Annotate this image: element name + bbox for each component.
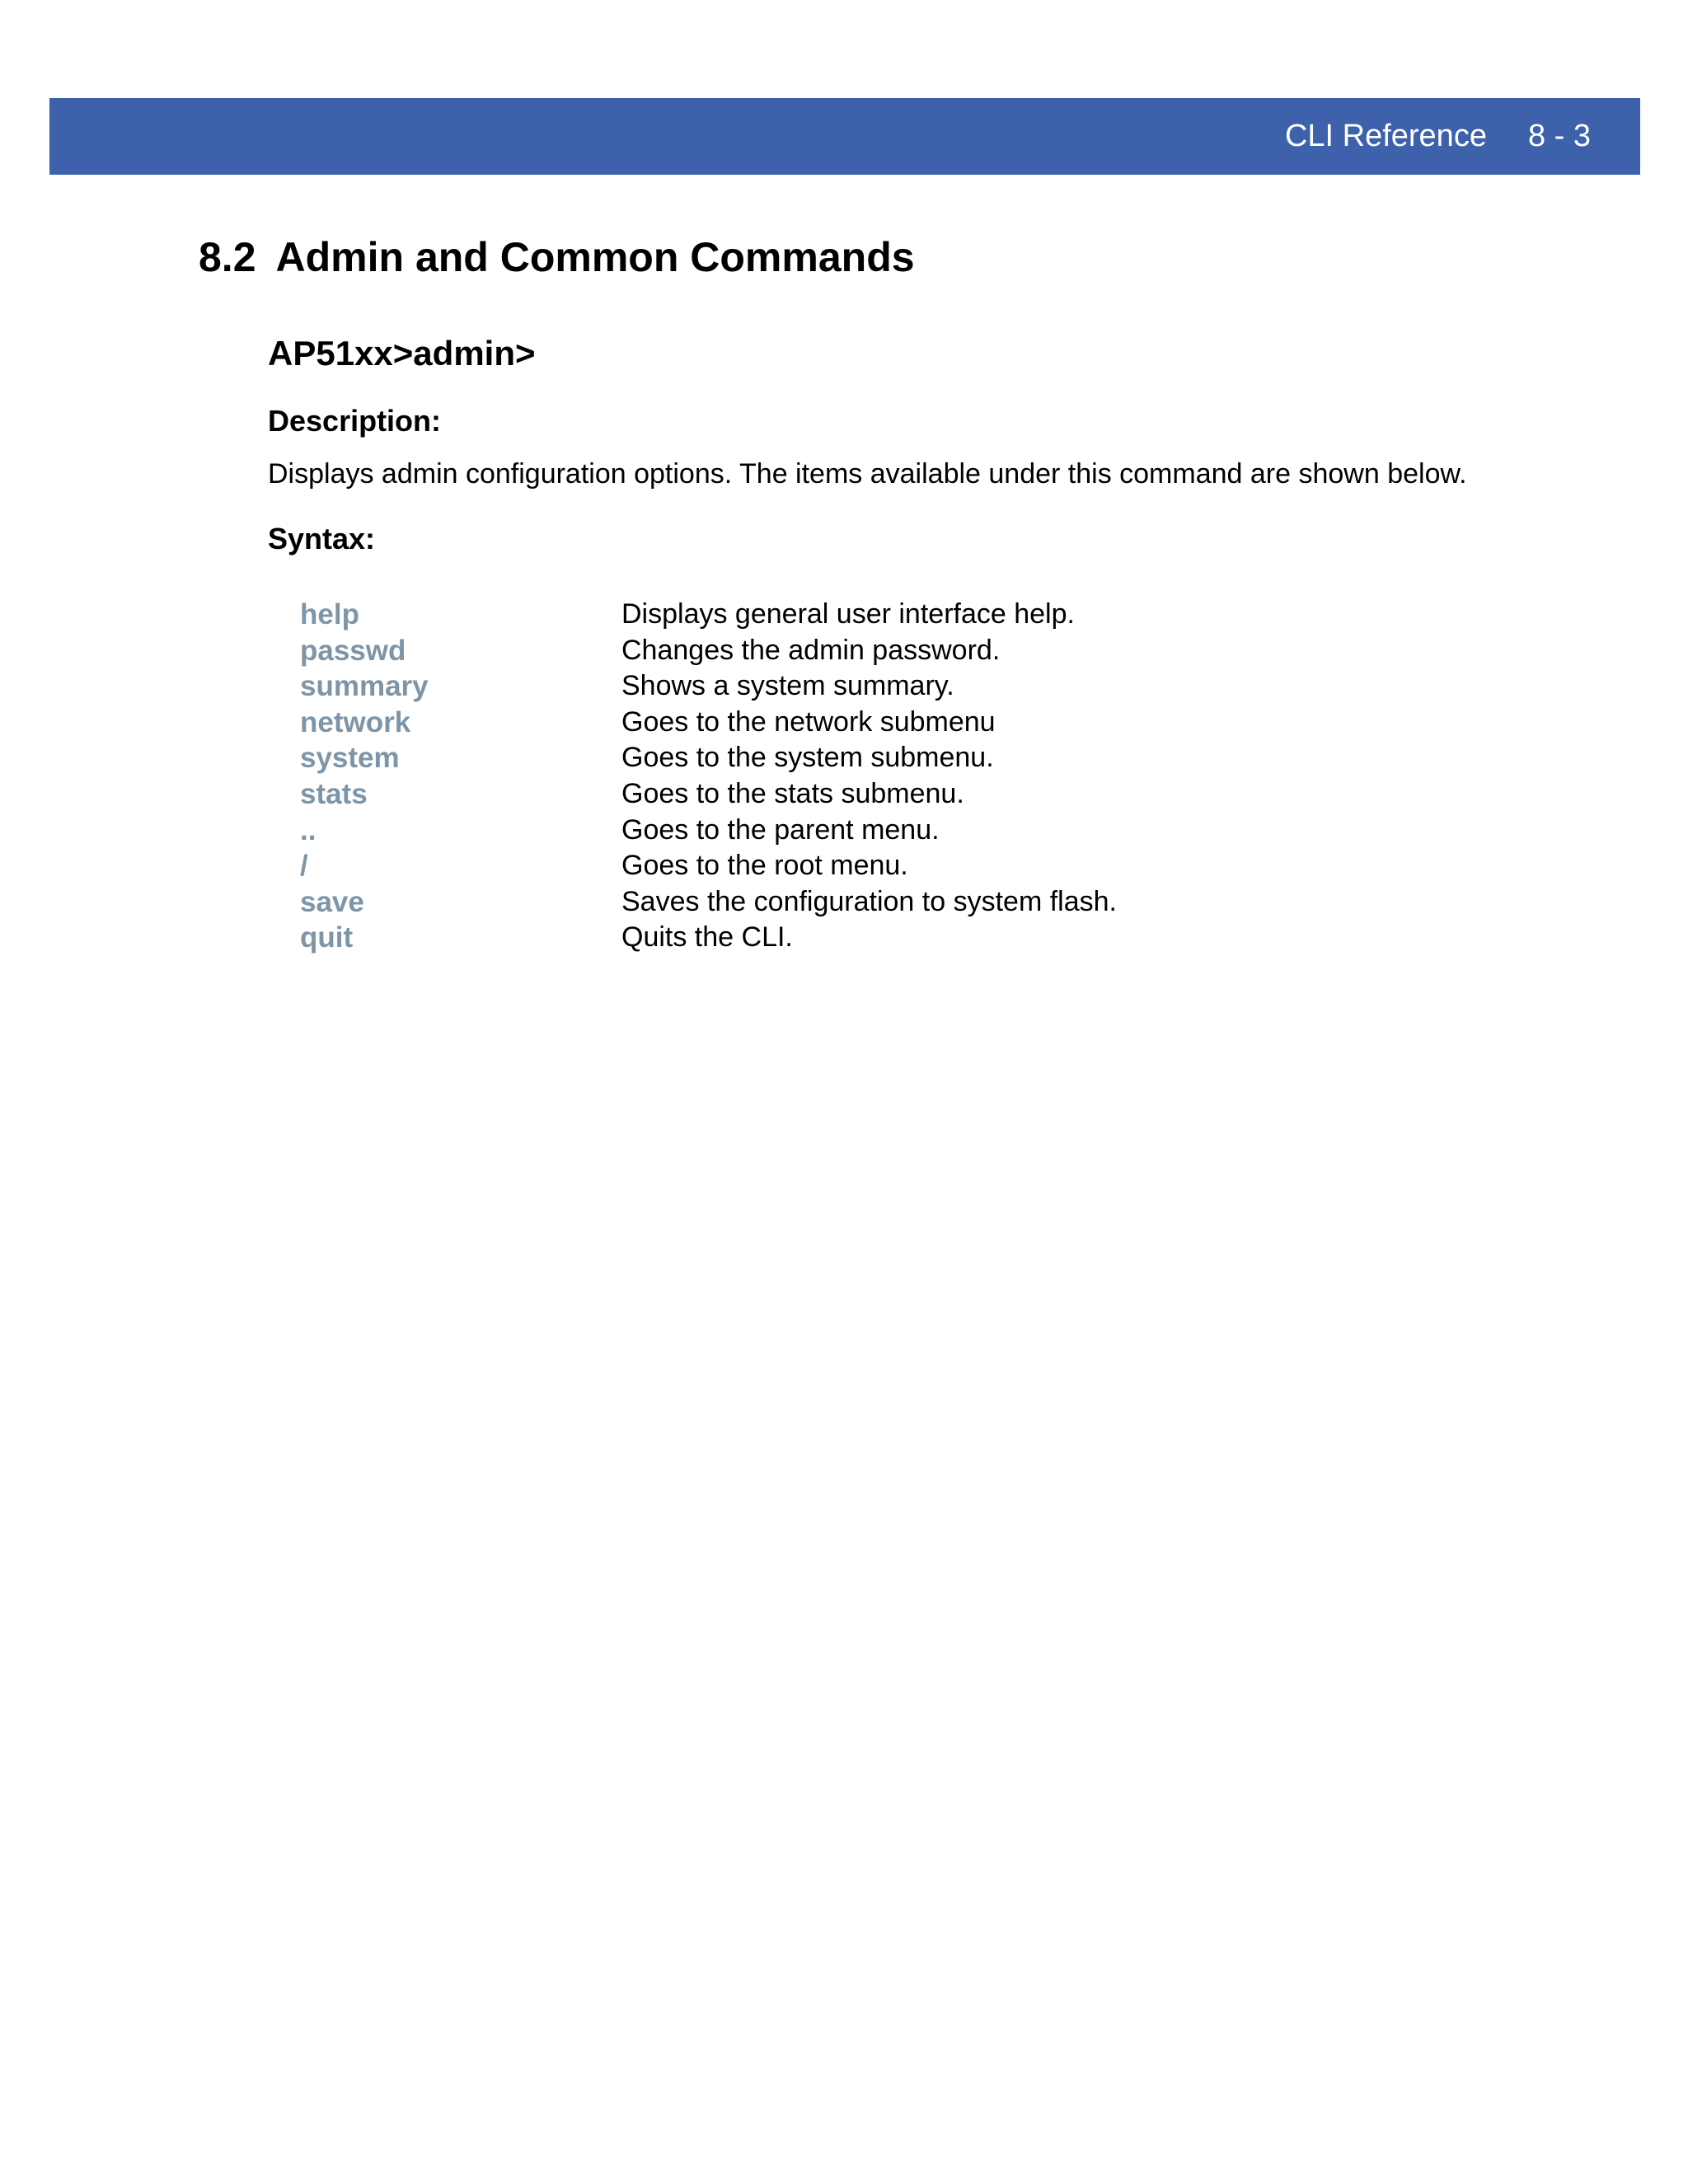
syntax-command: network [300, 705, 411, 738]
header-text [1285, 98, 1591, 175]
description-text: Displays admin configuration options. The items available under this command are shown below. [268, 458, 1467, 490]
syntax-heading: Syntax: [268, 522, 376, 555]
header-title: CLI Reference [1284, 119, 1487, 153]
syntax-command: system [300, 742, 400, 775]
syntax-description: Shows a system summary. [621, 670, 954, 702]
section-number: 8.2 [199, 234, 256, 280]
command-heading: AP51xx>admin> [268, 334, 536, 373]
syntax-description: Displays general user interface help. [621, 598, 1075, 630]
syntax-description: Saves the configuration to system flash. [621, 885, 1117, 917]
syntax-description: Changes the admin password. [621, 634, 1001, 666]
syntax-description: Goes to the stats submenu. [621, 777, 964, 809]
syntax-command: passwd [300, 634, 406, 667]
syntax-description: Quits the CLI. [621, 921, 793, 954]
syntax-command: help [300, 598, 359, 630]
syntax-command: save [300, 885, 364, 918]
section-title [199, 233, 915, 281]
header-bar [49, 98, 1640, 175]
syntax-description: Goes to the system submenu. [621, 742, 994, 774]
syntax-command: .. [300, 813, 316, 846]
syntax-description: Goes to the parent menu. [621, 813, 940, 846]
syntax-command: stats [300, 777, 368, 810]
page-number: 8 - 3 [1527, 119, 1591, 153]
syntax-command: summary [300, 670, 429, 703]
syntax-description: Goes to the root menu. [621, 850, 908, 882]
description-heading: Description: [268, 404, 442, 438]
syntax-command: / [300, 850, 308, 883]
section-title-text: Admin and Common Commands [275, 234, 915, 280]
syntax-command: quit [300, 921, 354, 954]
syntax-description: Goes to the network submenu [621, 705, 996, 738]
